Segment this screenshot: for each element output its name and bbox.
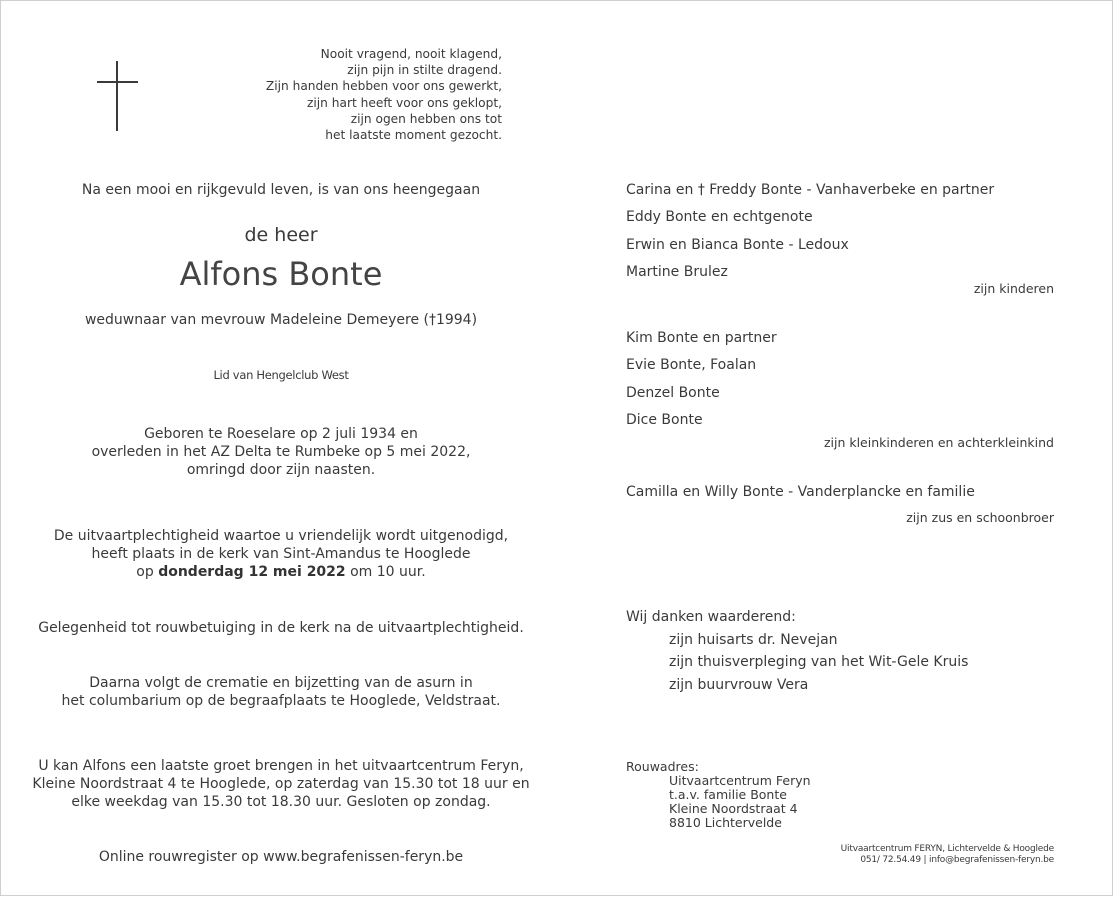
children-role: zijn kinderen bbox=[973, 281, 1054, 296]
family-child: Martine Brulez bbox=[626, 264, 728, 280]
visit-line: U kan Alfons een laatste groet brengen in het uitvaartcentrum Feryn, bbox=[38, 758, 524, 774]
thanks-item: zijn thuisverpleging van het Wit-Gele Kruis bbox=[669, 654, 969, 670]
address-label: Rouwadres: bbox=[626, 759, 699, 774]
online-register: Online rouwregister op www.begrafenissen-feryn.be bbox=[98, 849, 464, 865]
thanks-intro: Wij danken waarderend: bbox=[626, 609, 796, 625]
poem-line: het laatste moment gezocht. bbox=[325, 128, 502, 143]
cremation-line: Daarna volgt de crematie en bijzetting van de asurn in bbox=[89, 675, 473, 691]
family-sibling: Camilla en Willy Bonte - Vanderplancke en familie bbox=[626, 484, 975, 500]
address-line: t.a.v. familie Bonte bbox=[669, 787, 787, 802]
ceremony-date: op donderdag 12 mei 2022 om 10 uur. bbox=[136, 564, 426, 580]
widower-text: weduwnaar van mevrouw Madeleine Demeyere (†1994) bbox=[84, 312, 478, 328]
family-grandchild: Dice Bonte bbox=[626, 412, 703, 428]
poem bbox=[266, 46, 502, 143]
family-grandchild: Evie Bonte, Foalan bbox=[626, 357, 757, 373]
poem-line: Nooit vragend, nooit klagend, bbox=[320, 47, 502, 61]
family-child: Carina en † Freddy Bonte - Vanhaverbeke en partner bbox=[626, 182, 995, 198]
intro-text: Na een mooi en rijkgevuld leven, is van ons heengegaan bbox=[81, 182, 481, 198]
poem-line: zijn hart heeft voor ons geklopt, bbox=[306, 95, 502, 110]
family-grandchild: Denzel Bonte bbox=[626, 385, 720, 401]
birth-death-text bbox=[31, 425, 531, 479]
visit-text bbox=[31, 757, 531, 811]
title-text: de heer bbox=[244, 224, 318, 246]
ceremony-line: heeft plaats in de kerk van Sint-Amandus te Hooglede bbox=[91, 546, 471, 562]
cremation-line: het columbarium op de begraafplaats te Hooglede, Veldstraat. bbox=[61, 693, 501, 709]
family-child: Erwin en Bianca Bonte - Ledoux bbox=[626, 237, 849, 253]
thanks-item: zijn buurvrouw Vera bbox=[669, 677, 809, 693]
birth-line: Geboren te Roeselare op 2 juli 1934 en bbox=[144, 426, 418, 442]
poem-line: zijn pijn in stilte dragend. bbox=[347, 63, 502, 78]
family-child: Eddy Bonte en echtgenote bbox=[626, 209, 813, 225]
footer-line: Uitvaartcentrum FERYN, Lichtervelde & Hooglede bbox=[840, 844, 1054, 854]
address-block bbox=[669, 774, 811, 830]
thanks-item: zijn huisarts dr. Nevejan bbox=[669, 632, 838, 648]
ceremony-text bbox=[31, 527, 531, 581]
footer-line: 051/ 72.54.49 | info@begrafenissen-feryn.be bbox=[860, 855, 1054, 865]
address-line: Uitvaartcentrum Feryn bbox=[669, 773, 811, 788]
grandchildren-role: zijn kleinkinderen en achterkleinkind bbox=[823, 435, 1054, 450]
visit-line: elke weekdag van 15.30 tot 18.30 uur. Gesloten op zondag. bbox=[71, 794, 491, 810]
address-line: Kleine Noordstraat 4 bbox=[669, 801, 798, 816]
club-text: Lid van Hengelclub West bbox=[213, 368, 349, 382]
deceased-name: Alfons Bonte bbox=[179, 255, 383, 293]
cremation-text bbox=[31, 674, 531, 710]
birth-line: overleden in het AZ Delta te Rumbeke op 5 mei 2022, bbox=[91, 444, 471, 460]
poem-line: zijn ogen hebben ons tot bbox=[350, 111, 502, 126]
condolence-text: Gelegenheid tot rouwbetuiging in de kerk na de uitvaartplechtigheid. bbox=[38, 620, 524, 636]
sibling-role: zijn zus en schoonbroer bbox=[906, 510, 1054, 525]
poem-line: Zijn handen hebben voor ons gewerkt, bbox=[265, 79, 502, 94]
funeral-home-footer bbox=[841, 844, 1054, 866]
birth-line: omringd door zijn naasten. bbox=[186, 462, 376, 478]
address-line: 8810 Lichtervelde bbox=[669, 815, 782, 830]
family-grandchild: Kim Bonte en partner bbox=[626, 330, 777, 346]
ceremony-line: De uitvaartplechtigheid waartoe u vriendelijk wordt uitgenodigd, bbox=[53, 528, 509, 544]
visit-line: Kleine Noordstraat 4 te Hooglede, op zaterdag van 15.30 tot 18 uur en bbox=[32, 776, 530, 792]
